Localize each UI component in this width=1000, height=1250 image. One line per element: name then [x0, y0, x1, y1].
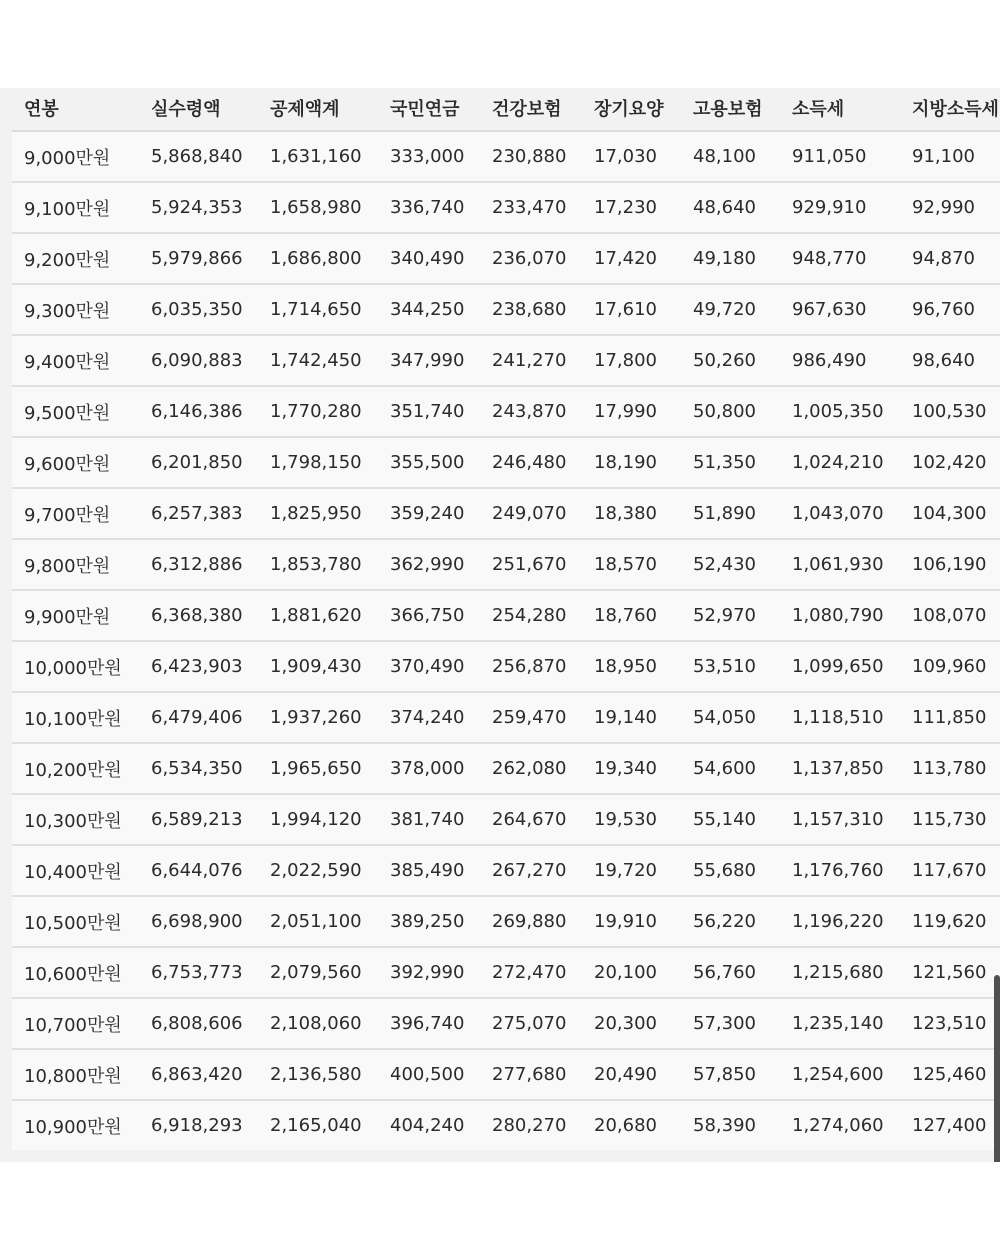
table-cell: 50,260: [681, 335, 780, 386]
table-cell: 336,740: [378, 182, 480, 233]
table-cell: 1,658,980: [258, 182, 378, 233]
salary-table: [12, 88, 1000, 1150]
table-cell: 48,100: [693, 146, 756, 167]
table-cell: 17,420: [582, 233, 681, 284]
table-row: [12, 845, 1000, 896]
table-cell: 1,853,780: [258, 539, 378, 590]
table-cell: 6,534,350: [139, 743, 258, 794]
table-cell: 5,979,866: [139, 233, 258, 284]
table-cell: 911,050: [792, 146, 867, 167]
table-cell: 1,080,790: [780, 590, 900, 641]
column-header: 공제액계: [258, 88, 378, 131]
column-header: 국민연금: [378, 88, 480, 131]
table-row: [12, 896, 1000, 947]
table-cell: 1,196,220: [780, 896, 900, 947]
table-cell: 55,140: [681, 794, 780, 845]
table-cell: 1,686,800: [258, 233, 378, 284]
table-cell: 2,108,060: [258, 998, 378, 1049]
table-cell: 1,061,930: [780, 539, 900, 590]
table-cell: 17,230: [582, 182, 681, 233]
table-cell: 2,051,100: [258, 896, 378, 947]
table-cell: 1,909,430: [258, 641, 378, 692]
table-cell: 50,800: [681, 386, 780, 437]
table-cell: 246,480: [480, 437, 582, 488]
table-cell: 125,460: [900, 1049, 1000, 1100]
table-cell: 1,176,760: [780, 845, 900, 896]
table-cell: 19,340: [582, 743, 681, 794]
table-cell: 53,510: [681, 641, 780, 692]
table-cell: 351,740: [378, 386, 480, 437]
table-cell: 56,220: [681, 896, 780, 947]
table-cell: 57,300: [681, 998, 780, 1049]
table-row: [12, 233, 1000, 284]
table-cell: 91,100: [912, 146, 975, 167]
table-cell: 106,190: [900, 539, 1000, 590]
table-cell: 333,000: [390, 146, 465, 167]
annual-salary-cell: 9,000만원: [24, 147, 111, 169]
table-cell: 111,850: [900, 692, 1000, 743]
table-cell: 6,863,420: [139, 1049, 258, 1100]
table-cell: 344,250: [378, 284, 480, 335]
table-cell: 55,680: [681, 845, 780, 896]
annual-salary-cell: 9,400만원: [12, 335, 139, 386]
table-cell: 400,500: [378, 1049, 480, 1100]
annual-salary-cell: 10,800만원: [12, 1049, 139, 1100]
table-cell: 251,670: [480, 539, 582, 590]
table-cell: 1,043,070: [780, 488, 900, 539]
table-cell: 6,918,293: [139, 1100, 258, 1150]
table-cell: 1,099,650: [780, 641, 900, 692]
table-row: [12, 641, 1000, 692]
table-cell: 54,050: [681, 692, 780, 743]
table-cell: 366,750: [378, 590, 480, 641]
table-row: [12, 284, 1000, 335]
table-cell: 238,680: [480, 284, 582, 335]
table-cell: 6,368,380: [139, 590, 258, 641]
column-header: 소득세: [780, 88, 900, 131]
annual-salary-cell: 9,100만원: [12, 182, 139, 233]
table-cell: 5,868,840: [151, 146, 243, 167]
table-cell: 374,240: [378, 692, 480, 743]
annual-salary-cell: 10,200만원: [12, 743, 139, 794]
table-cell: 267,270: [480, 845, 582, 896]
table-cell: 19,140: [582, 692, 681, 743]
table-cell: 6,201,850: [139, 437, 258, 488]
column-header: 장기요양: [582, 88, 681, 131]
table-cell: 1,631,160: [270, 146, 362, 167]
table-cell: 347,990: [378, 335, 480, 386]
table-row: [12, 131, 1000, 182]
table-cell: 6,312,886: [139, 539, 258, 590]
table-cell: 381,740: [378, 794, 480, 845]
table-cell: 1,157,310: [780, 794, 900, 845]
table-cell: 272,470: [480, 947, 582, 998]
table-cell: 56,760: [681, 947, 780, 998]
table-cell: 117,670: [900, 845, 1000, 896]
table-cell: 280,270: [480, 1100, 582, 1150]
table-cell: 359,240: [378, 488, 480, 539]
annual-salary-cell: 10,500만원: [12, 896, 139, 947]
table-cell: 49,720: [681, 284, 780, 335]
table-row: [12, 335, 1000, 386]
table-cell: 113,780: [900, 743, 1000, 794]
annual-salary-cell: 10,100만원: [12, 692, 139, 743]
annual-salary-cell: 9,800만원: [12, 539, 139, 590]
table-cell: 18,760: [582, 590, 681, 641]
table-cell: 948,770: [780, 233, 900, 284]
table-cell: 1,825,950: [258, 488, 378, 539]
annual-salary-cell: 10,700만원: [12, 998, 139, 1049]
table-cell: 19,910: [582, 896, 681, 947]
table-cell: 1,742,450: [258, 335, 378, 386]
table-cell: 104,300: [900, 488, 1000, 539]
table-cell: 98,640: [900, 335, 1000, 386]
table-cell: 58,390: [681, 1100, 780, 1150]
annual-salary-cell: 9,200만원: [12, 233, 139, 284]
table-row: [12, 488, 1000, 539]
table-cell: 94,870: [900, 233, 1000, 284]
column-header: 실수령액: [139, 88, 258, 131]
annual-salary-cell: 9,600만원: [12, 437, 139, 488]
table-row: [12, 692, 1000, 743]
table-cell: 6,808,606: [139, 998, 258, 1049]
table-cell: 6,698,900: [139, 896, 258, 947]
table-header: [12, 88, 1000, 131]
table-cell: 269,880: [480, 896, 582, 947]
annual-salary-cell: 10,000만원: [12, 641, 139, 692]
table-cell: 6,257,383: [139, 488, 258, 539]
table-cell: 18,380: [582, 488, 681, 539]
table-cell: 6,589,213: [139, 794, 258, 845]
table-cell: 262,080: [480, 743, 582, 794]
table-cell: 20,100: [582, 947, 681, 998]
table-cell: 1,965,650: [258, 743, 378, 794]
table-cell: 121,560: [900, 947, 1000, 998]
table-cell: 108,070: [900, 590, 1000, 641]
table-cell: 1,881,620: [258, 590, 378, 641]
table-cell: 396,740: [378, 998, 480, 1049]
table-cell: 20,490: [582, 1049, 681, 1100]
table-cell: 392,990: [378, 947, 480, 998]
table-cell: 6,090,883: [139, 335, 258, 386]
table-cell: 1,770,280: [258, 386, 378, 437]
table-cell: 1,714,650: [258, 284, 378, 335]
table-cell: 378,000: [378, 743, 480, 794]
annual-salary-cell: 9,500만원: [12, 386, 139, 437]
table-cell: 355,500: [378, 437, 480, 488]
table-cell: 115,730: [900, 794, 1000, 845]
table-cell: 249,070: [480, 488, 582, 539]
table-row: [12, 437, 1000, 488]
table-cell: 52,970: [681, 590, 780, 641]
column-header: 연봉: [12, 88, 139, 131]
table-cell: 123,510: [900, 998, 1000, 1049]
table-cell: 51,890: [681, 488, 780, 539]
table-cell: 277,680: [480, 1049, 582, 1100]
table-row: [12, 1100, 1000, 1150]
table-cell: 230,880: [492, 146, 567, 167]
table-cell: 967,630: [780, 284, 900, 335]
table-cell: 6,644,076: [139, 845, 258, 896]
table-cell: 243,870: [480, 386, 582, 437]
table-cell: 929,910: [780, 182, 900, 233]
table-cell: 6,753,773: [139, 947, 258, 998]
table-cell: 2,136,580: [258, 1049, 378, 1100]
table-cell: 1,118,510: [780, 692, 900, 743]
annual-salary-cell: 10,600만원: [12, 947, 139, 998]
table-cell: 241,270: [480, 335, 582, 386]
table-cell: 6,479,406: [139, 692, 258, 743]
table-cell: 385,490: [378, 845, 480, 896]
table-cell: 404,240: [378, 1100, 480, 1150]
table-cell: 52,430: [681, 539, 780, 590]
header-row: [12, 88, 1000, 131]
annual-salary-cell: 9,900만원: [12, 590, 139, 641]
table-cell: 17,990: [582, 386, 681, 437]
table-cell: 1,937,260: [258, 692, 378, 743]
table-row: [12, 947, 1000, 998]
table-row: [12, 743, 1000, 794]
table-cell: 6,423,903: [139, 641, 258, 692]
table-cell: 96,760: [900, 284, 1000, 335]
table-cell: 1,005,350: [780, 386, 900, 437]
annual-salary-cell: 10,900만원: [12, 1100, 139, 1150]
table-cell: 109,960: [900, 641, 1000, 692]
table-cell: 1,798,150: [258, 437, 378, 488]
table-cell: 233,470: [480, 182, 582, 233]
table-cell: 102,420: [900, 437, 1000, 488]
table-cell: 236,070: [480, 233, 582, 284]
table-cell: 370,490: [378, 641, 480, 692]
table-body: [12, 131, 1000, 1150]
table-cell: 254,280: [480, 590, 582, 641]
table-cell: 119,620: [900, 896, 1000, 947]
table-cell: 1,994,120: [258, 794, 378, 845]
table-row: [12, 182, 1000, 233]
table-cell: 264,670: [480, 794, 582, 845]
table-row: [12, 1049, 1000, 1100]
table-cell: 17,610: [582, 284, 681, 335]
salary-table-panel[interactable]: [0, 88, 1000, 1162]
annual-salary-cell: 10,400만원: [12, 845, 139, 896]
table-cell: 2,079,560: [258, 947, 378, 998]
table-cell: 20,300: [582, 998, 681, 1049]
table-cell: 1,254,600: [780, 1049, 900, 1100]
table-cell: 2,022,590: [258, 845, 378, 896]
table-cell: 48,640: [681, 182, 780, 233]
table-cell: 256,870: [480, 641, 582, 692]
table-row: [12, 794, 1000, 845]
column-header: 건강보험: [480, 88, 582, 131]
table-cell: 1,137,850: [780, 743, 900, 794]
annual-salary-cell: 9,700만원: [12, 488, 139, 539]
table-cell: 54,600: [681, 743, 780, 794]
table-cell: 51,350: [681, 437, 780, 488]
table-cell: 20,680: [582, 1100, 681, 1150]
table-row: [12, 386, 1000, 437]
table-cell: 340,490: [378, 233, 480, 284]
table-cell: 127,400: [900, 1100, 1000, 1150]
table-cell: 2,165,040: [258, 1100, 378, 1150]
table-cell: 259,470: [480, 692, 582, 743]
table-cell: 1,024,210: [780, 437, 900, 488]
table-cell: 17,800: [582, 335, 681, 386]
table-cell: 100,530: [900, 386, 1000, 437]
table-cell: 362,990: [378, 539, 480, 590]
vertical-scrollbar[interactable]: [994, 975, 1000, 1162]
table-cell: 18,570: [582, 539, 681, 590]
table-cell: 57,850: [681, 1049, 780, 1100]
table-cell: 275,070: [480, 998, 582, 1049]
annual-salary-cell: 9,300만원: [12, 284, 139, 335]
table-cell: 5,924,353: [139, 182, 258, 233]
table-cell: 1,235,140: [780, 998, 900, 1049]
table-row: [12, 539, 1000, 590]
annual-salary-cell: 10,300만원: [12, 794, 139, 845]
column-header: 고용보험: [681, 88, 780, 131]
column-header: 지방소득세: [900, 88, 1000, 131]
table-row: [12, 998, 1000, 1049]
table-cell: 19,720: [582, 845, 681, 896]
table-row: [12, 590, 1000, 641]
table-cell: 6,035,350: [139, 284, 258, 335]
table-cell: 6,146,386: [139, 386, 258, 437]
table-cell: 389,250: [378, 896, 480, 947]
table-cell: 986,490: [780, 335, 900, 386]
table-cell: 1,274,060: [780, 1100, 900, 1150]
table-cell: 17,030: [594, 146, 657, 167]
table-cell: 1,215,680: [780, 947, 900, 998]
table-cell: 49,180: [681, 233, 780, 284]
table-cell: 92,990: [900, 182, 1000, 233]
table-cell: 18,950: [582, 641, 681, 692]
table-cell: 18,190: [582, 437, 681, 488]
table-cell: 19,530: [582, 794, 681, 845]
